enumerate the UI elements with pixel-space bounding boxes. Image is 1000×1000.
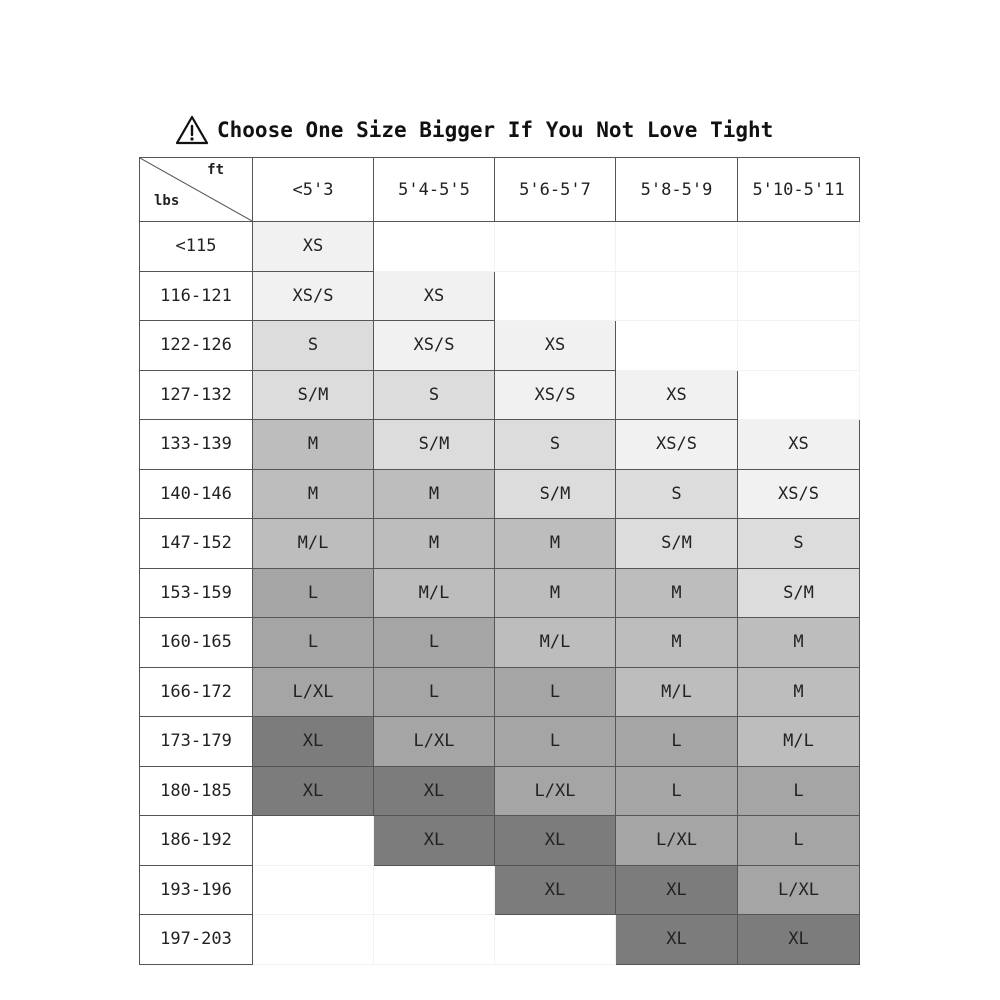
size-cell: M/L	[495, 618, 616, 668]
size-cell: L	[738, 816, 860, 866]
empty-cell	[253, 816, 374, 866]
size-cell: S/M	[495, 469, 616, 519]
weight-label: 127-132	[140, 370, 253, 420]
empty-cell	[374, 865, 495, 915]
size-cell: L/XL	[495, 766, 616, 816]
empty-cell	[616, 271, 738, 321]
size-cell: L/XL	[253, 667, 374, 717]
size-cell: S/M	[738, 568, 860, 618]
table-row	[140, 568, 860, 618]
size-cell: M/L	[738, 717, 860, 767]
weight-label: 193-196	[140, 865, 253, 915]
size-cell: M/L	[616, 667, 738, 717]
size-cell: L	[495, 717, 616, 767]
height-header: 5'10-5'11	[738, 158, 860, 222]
weight-label: 160-165	[140, 618, 253, 668]
table-row	[140, 915, 860, 965]
size-table-wrapper	[139, 157, 859, 965]
size-cell: XS/S	[253, 271, 374, 321]
size-cell: L	[616, 717, 738, 767]
size-cell: M	[495, 519, 616, 569]
height-header: 5'8-5'9	[616, 158, 738, 222]
size-cell: L	[253, 618, 374, 668]
table-row	[140, 667, 860, 717]
size-cell: XL	[253, 717, 374, 767]
size-cell: XL	[253, 766, 374, 816]
table-row	[140, 469, 860, 519]
table-row	[140, 865, 860, 915]
weight-label: 197-203	[140, 915, 253, 965]
weight-label: 173-179	[140, 717, 253, 767]
table-row	[140, 271, 860, 321]
weight-label: 153-159	[140, 568, 253, 618]
weight-label: 140-146	[140, 469, 253, 519]
size-cell: L/XL	[374, 717, 495, 767]
size-cell: M	[374, 469, 495, 519]
size-cell: S/M	[616, 519, 738, 569]
weight-label: 116-121	[140, 271, 253, 321]
table-row	[140, 766, 860, 816]
size-cell: L	[738, 766, 860, 816]
table-row	[140, 519, 860, 569]
size-cell: M	[616, 618, 738, 668]
size-cell: S	[374, 370, 495, 420]
corner-top-label: ft	[207, 162, 224, 178]
height-header: <5'3	[253, 158, 374, 222]
size-table-body	[140, 158, 860, 965]
weight-label: 133-139	[140, 420, 253, 470]
weight-label: 147-152	[140, 519, 253, 569]
size-cell: XS/S	[738, 469, 860, 519]
warning-icon	[175, 115, 209, 145]
size-cell: XL	[495, 865, 616, 915]
size-cell: S	[253, 321, 374, 371]
size-cell: XS	[495, 321, 616, 371]
corner-diagonal	[140, 158, 252, 221]
table-row	[140, 420, 860, 470]
empty-cell	[495, 915, 616, 965]
size-cell: XS/S	[495, 370, 616, 420]
table-row	[140, 816, 860, 866]
empty-cell	[253, 865, 374, 915]
size-cell: L	[374, 667, 495, 717]
size-table	[139, 157, 860, 965]
empty-cell	[253, 915, 374, 965]
size-cell: M	[253, 469, 374, 519]
weight-label: 166-172	[140, 667, 253, 717]
size-cell: XS	[374, 271, 495, 321]
empty-cell	[374, 915, 495, 965]
height-header: 5'4-5'5	[374, 158, 495, 222]
size-cell: XL	[374, 816, 495, 866]
corner-bottom-label: lbs	[154, 193, 180, 209]
table-row	[140, 370, 860, 420]
size-cell: XL	[374, 766, 495, 816]
size-cell: S/M	[253, 370, 374, 420]
header-row	[140, 158, 860, 222]
size-cell: L	[616, 766, 738, 816]
size-cell: M	[374, 519, 495, 569]
size-cell: L/XL	[738, 865, 860, 915]
size-cell: XS/S	[374, 321, 495, 371]
empty-cell	[738, 321, 860, 371]
size-cell: XS	[253, 222, 374, 272]
weight-label: 122-126	[140, 321, 253, 371]
empty-cell	[374, 222, 495, 272]
size-cell: M	[616, 568, 738, 618]
title-text: Choose One Size Bigger If You Not Love Tight	[217, 118, 774, 142]
size-cell: M	[738, 618, 860, 668]
size-cell: S	[616, 469, 738, 519]
table-row	[140, 618, 860, 668]
size-cell: XL	[616, 865, 738, 915]
empty-cell	[495, 222, 616, 272]
size-cell: XL	[738, 915, 860, 965]
table-row	[140, 717, 860, 767]
weight-label: 180-185	[140, 766, 253, 816]
size-cell: XL	[616, 915, 738, 965]
empty-cell	[738, 370, 860, 420]
height-header: 5'6-5'7	[495, 158, 616, 222]
weight-label: 186-192	[140, 816, 253, 866]
size-cell: M	[253, 420, 374, 470]
size-cell: M/L	[374, 568, 495, 618]
size-cell: M	[495, 568, 616, 618]
size-cell: S	[738, 519, 860, 569]
corner-cell	[140, 158, 253, 222]
weight-label: <115	[140, 222, 253, 272]
empty-cell	[495, 271, 616, 321]
table-row	[140, 222, 860, 272]
size-cell: S	[495, 420, 616, 470]
size-cell: XS/S	[616, 420, 738, 470]
size-cell: L	[374, 618, 495, 668]
empty-cell	[616, 222, 738, 272]
empty-cell	[738, 271, 860, 321]
size-cell: XL	[495, 816, 616, 866]
size-cell: L	[253, 568, 374, 618]
table-row	[140, 321, 860, 371]
empty-cell	[616, 321, 738, 371]
size-cell: XS	[616, 370, 738, 420]
size-cell: S/M	[374, 420, 495, 470]
size-cell: L/XL	[616, 816, 738, 866]
empty-cell	[738, 222, 860, 272]
size-cell: M	[738, 667, 860, 717]
chart-title	[175, 110, 773, 150]
size-cell: XS	[738, 420, 860, 470]
size-cell: M/L	[253, 519, 374, 569]
size-cell: L	[495, 667, 616, 717]
